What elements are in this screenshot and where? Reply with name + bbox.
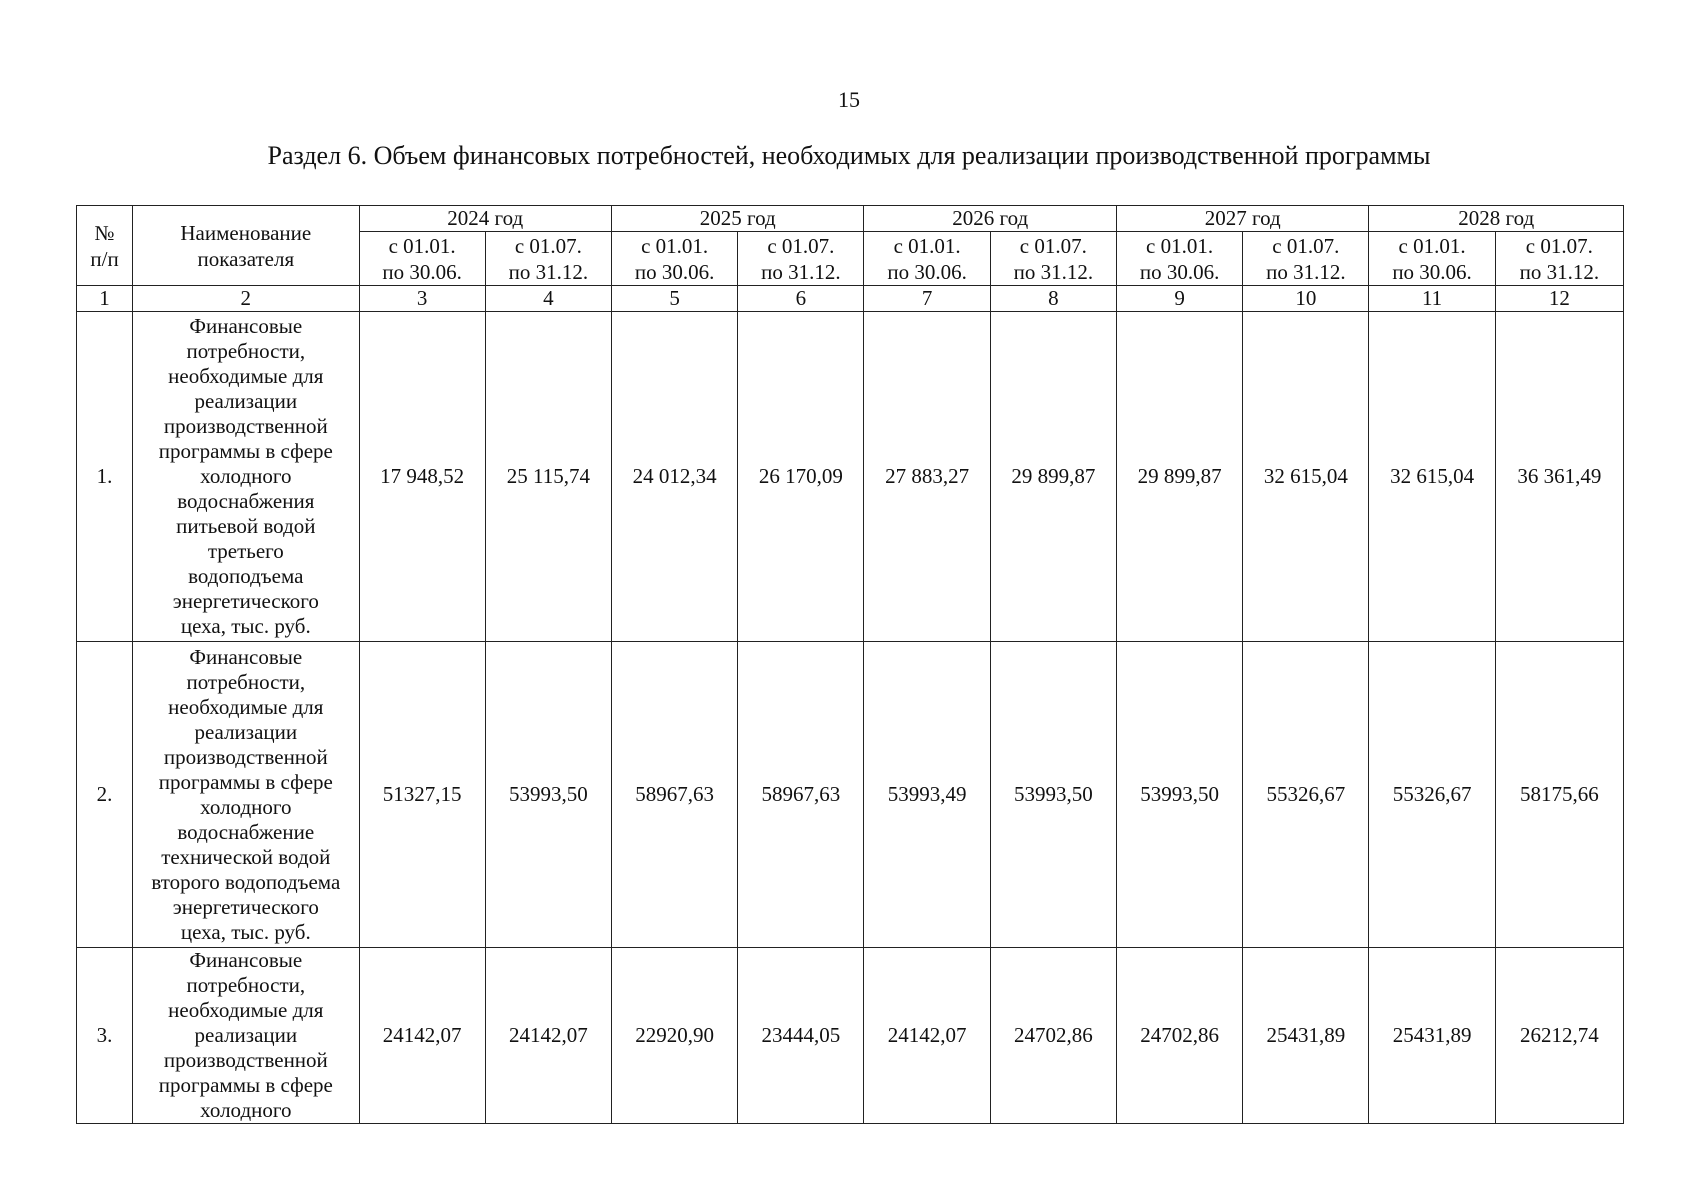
table-row — [77, 312, 1624, 642]
header-year: 2024 год — [359, 206, 611, 232]
row-number: 1. — [77, 312, 133, 642]
column-number: 9 — [1116, 286, 1242, 312]
table-cell: 55326,67 — [1369, 642, 1495, 948]
header-period: с 01.01. по 30.06. — [612, 232, 738, 286]
column-number: 4 — [485, 286, 611, 312]
table-row — [77, 642, 1624, 948]
table-cell: 58967,63 — [738, 642, 864, 948]
table-cell: 24702,86 — [1116, 948, 1242, 1124]
table-cell: 55326,67 — [1243, 642, 1369, 948]
header-year: 2025 год — [612, 206, 864, 232]
header-name-line: показателя — [197, 246, 295, 271]
table-cell: 53993,50 — [485, 642, 611, 948]
table-cell: 25431,89 — [1243, 948, 1369, 1124]
table-cell: 29 899,87 — [990, 312, 1116, 642]
table-cell: 53993,50 — [990, 642, 1116, 948]
header-period: с 01.01. по 30.06. — [864, 232, 990, 286]
header-indicator-name — [133, 206, 359, 286]
column-number: 11 — [1369, 286, 1495, 312]
table-cell: 23444,05 — [738, 948, 864, 1124]
header-number-line: № — [94, 220, 115, 245]
table-cell: 24702,86 — [990, 948, 1116, 1124]
column-number: 8 — [990, 286, 1116, 312]
header-period: с 01.07. по 31.12. — [738, 232, 864, 286]
table-cell: 26 170,09 — [738, 312, 864, 642]
column-number: 12 — [1495, 286, 1623, 312]
column-number: 10 — [1243, 286, 1369, 312]
header-name-line: Наименование — [180, 220, 312, 245]
indicator-name: Финансовые потребности, необходимые для реализации производственной программы в сфере холодного — [133, 948, 359, 1124]
section-title: Раздел 6. Объем финансовых потребностей, необходимых для реализации производственной программы — [267, 141, 1431, 170]
column-number: 5 — [612, 286, 738, 312]
table-cell: 27 883,27 — [864, 312, 990, 642]
table-cell: 25 115,74 — [485, 312, 611, 642]
table-cell: 32 615,04 — [1243, 312, 1369, 642]
column-number-row — [77, 286, 1624, 312]
header-period: с 01.07. по 31.12. — [990, 232, 1116, 286]
row-number: 2. — [77, 642, 133, 948]
table-cell: 32 615,04 — [1369, 312, 1495, 642]
header-row-years — [77, 206, 1624, 232]
table-cell: 25431,89 — [1369, 948, 1495, 1124]
header-number-line: п/п — [90, 246, 119, 271]
header-period: с 01.01. по 30.06. — [1369, 232, 1495, 286]
page-number: 15 — [838, 87, 860, 112]
table-cell: 24142,07 — [485, 948, 611, 1124]
header-year: 2026 год — [864, 206, 1116, 232]
header-year: 2028 год — [1369, 206, 1624, 232]
header-number — [77, 206, 133, 286]
table-cell: 53993,49 — [864, 642, 990, 948]
table-cell: 22920,90 — [612, 948, 738, 1124]
table-cell: 17 948,52 — [359, 312, 485, 642]
financial-needs-table — [76, 205, 1624, 1124]
column-number: 7 — [864, 286, 990, 312]
table-cell: 53993,50 — [1116, 642, 1242, 948]
column-number: 1 — [77, 286, 133, 312]
header-period: с 01.07. по 31.12. — [1243, 232, 1369, 286]
column-number: 2 — [133, 286, 359, 312]
table-cell: 58175,66 — [1495, 642, 1623, 948]
table-cell: 29 899,87 — [1116, 312, 1242, 642]
header-period: с 01.01. по 30.06. — [359, 232, 485, 286]
table-cell: 36 361,49 — [1495, 312, 1623, 642]
column-number: 3 — [359, 286, 485, 312]
table-cell: 58967,63 — [612, 642, 738, 948]
table-cell: 24142,07 — [864, 948, 990, 1124]
table-row — [77, 948, 1624, 1124]
header-period: с 01.07. по 31.12. — [485, 232, 611, 286]
table-cell: 24142,07 — [359, 948, 485, 1124]
header-period: с 01.01. по 30.06. — [1116, 232, 1242, 286]
table-cell: 51327,15 — [359, 642, 485, 948]
row-number: 3. — [77, 948, 133, 1124]
table-cell: 26212,74 — [1495, 948, 1623, 1124]
table-cell: 24 012,34 — [612, 312, 738, 642]
header-period: с 01.07. по 31.12. — [1495, 232, 1623, 286]
column-number: 6 — [738, 286, 864, 312]
header-year: 2027 год — [1116, 206, 1368, 232]
indicator-name: Финансовые потребности, необходимые для реализации производственной программы в сфере холодного водоснабжение технической водой второго водоподъема энергетического цеха, тыс. руб. — [133, 642, 359, 948]
indicator-name: Финансовые потребности, необходимые для реализации производственной программы в сфере холодного водоснабжения питьевой водой третьего водоподъема энергетического цеха, тыс. руб. — [133, 312, 359, 642]
